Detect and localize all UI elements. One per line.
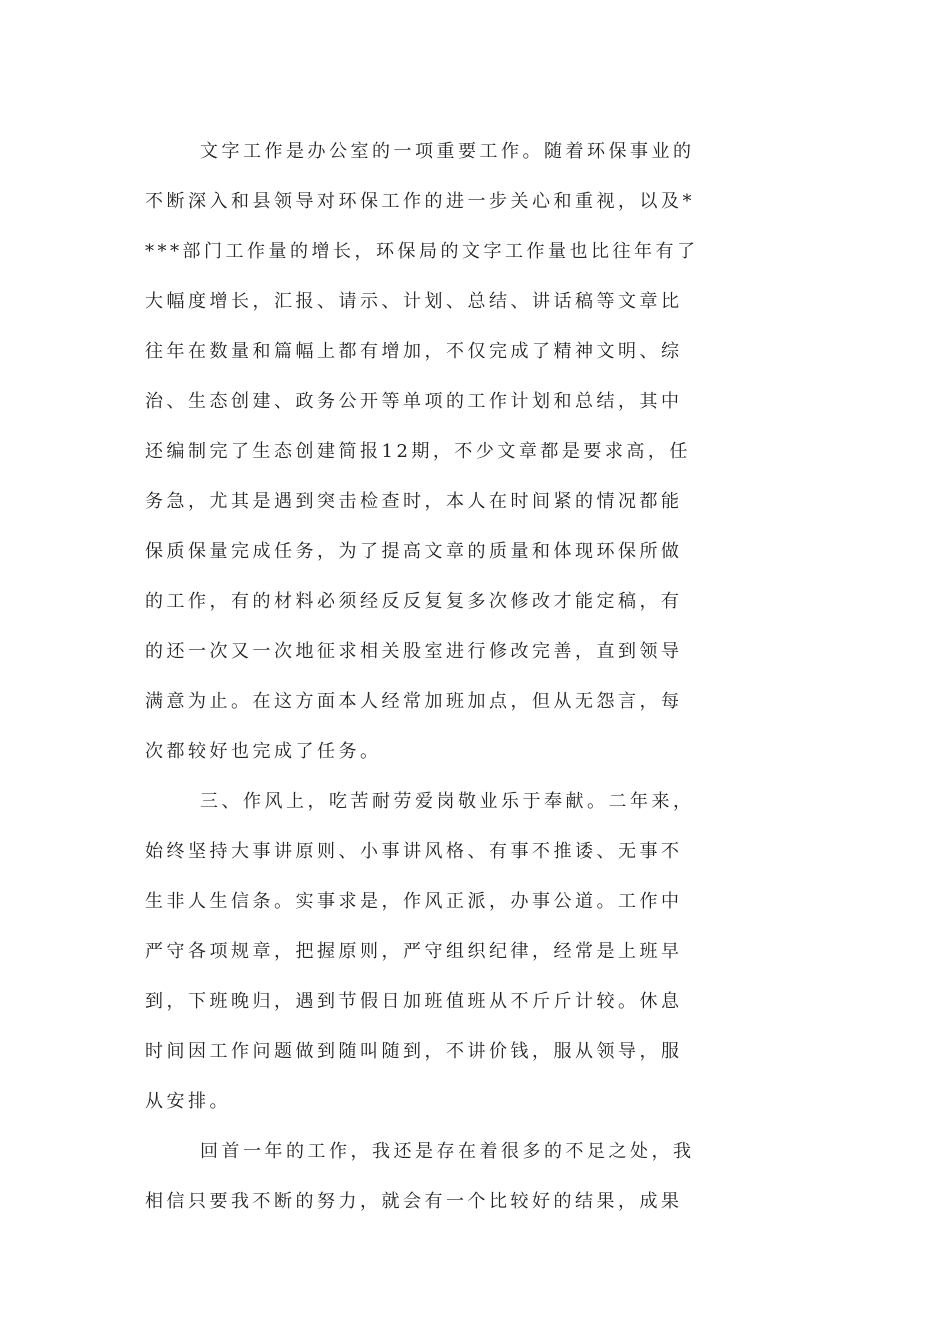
text-line: 次都较好也完成了任务。 <box>145 741 382 762</box>
text-line: 大幅度增长，汇报、请示、计划、总结、讲话稿等文章比 <box>145 291 683 312</box>
text-line: 的还一次又一次地征求相关股室进行修改完善，直到领导 <box>145 641 683 662</box>
text-line: 到，下班晚归，遇到节假日加班值班从不斤斤计较。休息 <box>145 991 683 1012</box>
text-line: 始终坚持大事讲原则、小事讲风格、有事不推诿、无事不 <box>145 841 683 862</box>
document-body <box>0 127 950 1227</box>
text-line: 生非人生信条。实事求是，作风正派，办事公道。工作中 <box>145 891 683 912</box>
text-line: 相信只要我不断的努力，就会有一个比较好的结果，成果 <box>145 1191 683 1212</box>
text-line: ***部门工作量的增长，环保局的文字工作量也比往年有了 <box>145 241 699 262</box>
text-line: 还编制完了生态创建简报12期，不少文章都是要求高，任 <box>145 441 691 462</box>
text-line: 回首一年的工作，我还是存在着很多的不足之处，我 <box>200 1141 695 1162</box>
text-line: 保质保量完成任务，为了提高文章的质量和体现环保所做 <box>145 541 683 562</box>
text-line: 严守各项规章，把握原则，严守组织纪律，经常是上班早 <box>145 941 683 962</box>
text-line: 往年在数量和篇幅上都有增加，不仅完成了精神文明、综 <box>145 341 683 362</box>
text-line: 的工作，有的材料必须经反反复复多次修改才能定稿，有 <box>145 591 683 612</box>
text-line: 务急，尤其是遇到突击检查时，本人在时间紧的情况都能 <box>145 491 683 512</box>
text-line: 文字工作是办公室的一项重要工作。随着环保事业的 <box>200 141 695 162</box>
text-line: 从安排。 <box>145 1091 231 1112</box>
text-line: 满意为止。在这方面本人经常加班加点，但从无怨言，每 <box>145 691 683 712</box>
text-line: 治、生态创建、政务公开等单项的工作计划和总结，其中 <box>145 391 683 412</box>
text-line: 不断深入和县领导对环保工作的进一步关心和重视，以及* <box>145 191 695 212</box>
text-line: 三、作风上，吃苦耐劳爱岗敬业乐于奉献。二年来， <box>200 791 695 812</box>
text-line: 时间因工作问题做到随叫随到，不讲价钱，服从领导，服 <box>145 1041 683 1062</box>
